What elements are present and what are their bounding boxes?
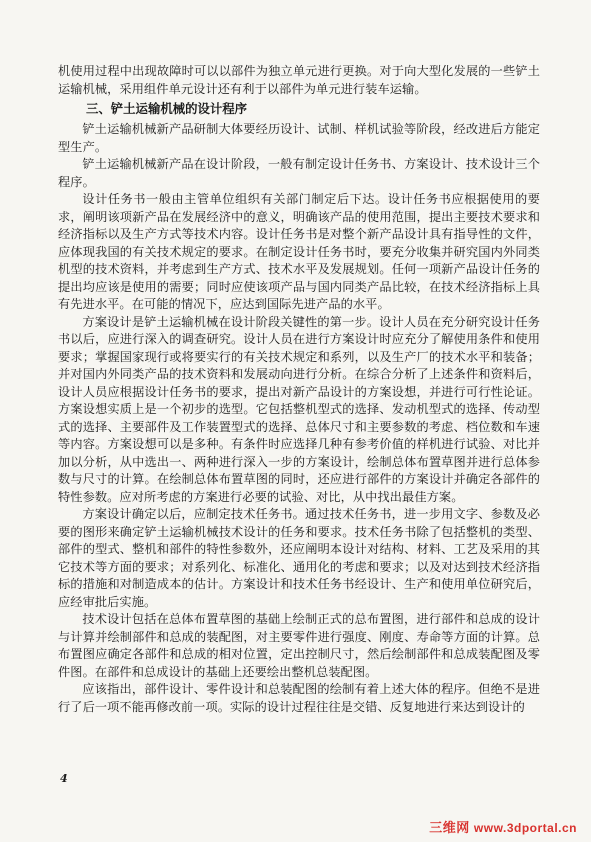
body-text <box>58 121 540 716</box>
intro-paragraph: 机使用过程中出现故障时可以以部件为独立单元进行更换。对于向大型化发展的一些铲土运输机械，采用组件单元设计还有利于以部件为单元进行装车运输。 <box>58 64 540 96</box>
intro-paragraph-block <box>58 63 540 98</box>
paragraph-technical-task-book: 方案设计确定以后，应制定技术任务书。通过技术任务书，进一步用文字、参数及必要的图形来确定铲土运输机械技术设计的任务和要求。技术任务书除了包括整机的类型、部件的型式、整机和部件的特性参数外，还应阐明本设计对结构、材料、工艺及采用的其它技术等方面的要求；对系列化、标准化、通用化的考虑和要求；以及对达到技术经济指标的措施和对制造成本的估计。方案设计和技术任务书经设计、生产和使用单位研究后，应经审批后实施。 <box>58 507 540 609</box>
paragraph-design-task-book: 设计任务书一般由主管单位组织有关部门制定后下达。设计任务书应根据使用的要求，阐明该项新产品在发展经济中的意义，明确该产品的使用范围，提出主要技术要求和经济指标以及生产方式等技术内容。设计任务书是对整个新产品设计具有指导性的文件，应体现我国的有关技术规定的要求。在制定设计任务书时，要充分收集并研究国内外同类机型的技术资料，并考虑到生产方式、技术水平及发展规划。任何一项新产品设计任务的提出均应该是使用的需要；同时应使该项产品与国内同类产品比较，在技术经济指标上具有先进水平。在可能的情况下，应达到国际先进产品的水平。 <box>58 192 540 311</box>
section-heading: 三、铲土运输机械的设计程序 <box>86 101 248 116</box>
paragraph-iteration-note: 应该指出，部件设计、零件设计和总装配图的绘制有着上述大体的程序。但绝不是进行了后一项不能再修改前一项。实际的设计过程往往是交错、反复地进行来达到设计的 <box>58 682 540 714</box>
site-watermark <box>429 817 577 836</box>
paragraph-technical-design: 技术设计包括在总体布置草图的基础上绘制正式的总布置图，进行部件和总成的设计与计算并绘制部件和总成的装配图，对主要零件进行强度、刚度、寿命等方面的计算。总布置图应确定各部件和总成的相对位置，定出控制尺寸，然后绘制部件和总成装配图及零件图。在部件和总成设计的基础上还要绘出整机总装配图。 <box>58 612 540 679</box>
watermark-url: www.3dportal.cn <box>473 821 577 835</box>
paragraph-procedures: 铲土运输机械新产品在设计阶段，一般有制定设计任务书、方案设计、技术设计三个程序。 <box>58 157 540 189</box>
paragraph-stages: 铲土运输机械新产品研制大体要经历设计、试制、样机试验等阶段，经改进后方能定型生产。 <box>58 122 540 154</box>
page-number: 4 <box>60 772 68 785</box>
watermark-brand: 三维网 <box>429 820 470 835</box>
paragraph-scheme-design: 方案设计是铲土运输机械在设计阶段关键性的第一步。设计人员在充分研究设计任务书以后，应进行深入的调查研究。设计人员在进行方案设计时应充分了解使用条件和使用要求；掌握国家现行或将要实行的有关技术规定和系列，以及生产厂的技术水平和装备；并对国内外同类产品的技术资料和发展动向进行分析。在综合分析了上述条件和资料后，设计人员应根据设计任务书的要求，提出对新产品设计的方案设想，并进行可行性论证。方案设想实质上是一个初步的选型。它包括整机型式的选择、发动机型式的选择、传动型式的选择、主要部件及工作装置型式的选择、总体尺寸和主要参数的考虑、档位数和车速等内容。方案设想可以是多种。有条件时应选择几种有参考价值的样机进行试验、对比并加以分析，从中选出一、两种进行深入一步的方案设计，绘制总体布置草图并进行总体参数与尺寸的计算。在绘制总体布置草图的同时，还应进行部件的方案设计并确定各部件的特性参数。应对所考虑的方案进行必要的试验、对比，从中找出最佳方案。 <box>58 314 540 504</box>
